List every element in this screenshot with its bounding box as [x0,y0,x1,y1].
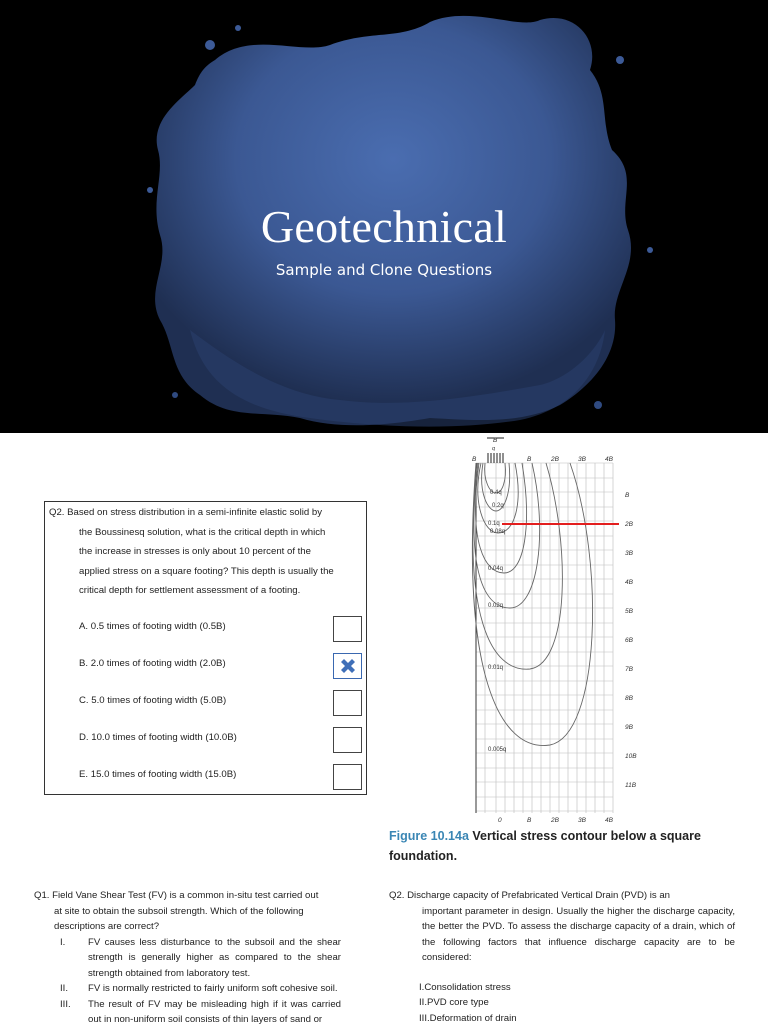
right-label: 5B [625,608,633,615]
q1-intro: descriptions are correct? [54,921,160,932]
q2-body: important parameter in design. Usually the higher the discharge capacity, the better the PVD. To assess the discharge capacity of a drain, which of the following factors that influence discharge capacity are to be considered: [422,905,735,963]
question-line: critical depth for settlement assessment of a footing. [79,585,301,596]
figure-caption [389,826,729,866]
option-c-label: C. 5.0 times of footing width (5.0B) [79,695,227,706]
right-label: 4B [625,579,633,586]
figure-width-label: B [493,437,498,444]
q1-item [34,935,341,982]
contour-label: 0.005q [488,747,507,753]
question-box [44,501,367,795]
contour-label: 0.01q [488,665,504,671]
option-c-checkbox[interactable] [333,690,362,716]
question-line: applied stress on a square footing? This depth is usually the [79,565,334,577]
right-label: 10B [625,753,637,760]
figure-number: Figure 10.14a [389,829,469,843]
stress-contour-figure [470,433,640,825]
grid-lines [476,463,613,813]
top-label: B [527,456,532,463]
option-b-label: B. 2.0 times of footing width (2.0B) [79,658,226,669]
option-a-checkbox[interactable] [333,616,362,642]
option-e-checkbox[interactable] [333,764,362,790]
question-q1 [34,888,341,1024]
right-label: 6B [625,637,633,644]
q1-item-number: III. [60,998,71,1010]
top-label: B [472,456,477,463]
q1-item-text: The result of FV may be misleading high if it was carried out in non-uniform soil consists of thin layers of sand or [88,998,341,1024]
right-labels [624,492,637,789]
bottom-label: 4B [605,817,613,824]
right-label: 9B [625,724,633,731]
q2-factor: III.Deformation of drain [419,1012,517,1024]
contour-label: 0.08q [490,529,506,535]
q1-item [34,981,341,997]
q2-factor: II.PVD core type [419,997,489,1008]
top-label: 4B [605,456,613,463]
q1-item [34,997,341,1024]
bottom-label: B [527,817,532,824]
right-label: 3B [625,550,633,557]
bottom-label: 0 [498,817,502,824]
bottom-label: 2B [551,817,559,824]
option-a-label: A. 0.5 times of footing width (0.5B) [79,621,226,632]
contour-label: 0.1q [488,521,500,527]
top-label: 3B [578,456,586,463]
title-banner [0,0,768,433]
q1-item-text: FV causes less disturbance to the subsoil and the shear strength is generally higher as compared to the shear strength obtained from laboratory test. [88,936,341,979]
q1-item-number: I. [60,936,66,948]
figure-caption-text: Vertical stress contour below a square foundation. [389,829,701,863]
right-label: 7B [625,666,633,673]
option-e-label: E. 15.0 times of footing width (15.0B) [79,769,237,780]
q2-factor: I.Consolidation stress [419,981,511,993]
question-text [49,503,360,601]
contour-label: 0.02q [488,603,504,609]
right-label: 11B [625,782,637,789]
right-label: 8B [625,695,633,702]
right-label: B [625,492,630,499]
page-subtitle: Sample and Clone Questions [275,261,493,279]
q1-intro: at site to obtain the subsoil strength. Which of the following [54,905,304,917]
option-b-checkbox[interactable] [333,653,362,679]
page-title: Geotechnical [260,201,508,252]
contour-label: 0.04q [488,566,504,572]
bottom-labels [498,817,614,824]
contour-label: 0.2q [492,503,504,509]
q2-intro: Q2. Discharge capacity of Prefabricated Vertical Drain (PVD) is an [389,890,671,901]
bottom-label: 3B [578,817,586,824]
q1-intro: Q1. Field Vane Shear Test (FV) is a common in-situ test carried out [34,890,319,901]
top-labels [472,456,614,463]
figure-load-label: q [492,446,496,452]
question-q2-discharge [389,888,735,1024]
question-line: Q2. Based on stress distribution in a semi-infinite elastic solid by [49,507,323,518]
option-d-checkbox[interactable] [333,727,362,753]
option-d-label: D. 10.0 times of footing width (10.0B) [79,732,237,743]
x-mark-icon [337,655,359,677]
q1-item-text: FV is normally restricted to fairly uniform soft cohesive soil. [88,983,338,994]
right-label: 2B [625,521,633,528]
contour-label: 0.4q [490,490,502,496]
q1-item-number: II. [60,983,68,994]
top-label: 2B [551,456,559,463]
question-line: the Boussinesq solution, what is the critical depth in which [79,526,326,538]
contour-labels [488,490,506,753]
question-line: the increase in stresses is only about 10 percent of the [79,546,311,557]
